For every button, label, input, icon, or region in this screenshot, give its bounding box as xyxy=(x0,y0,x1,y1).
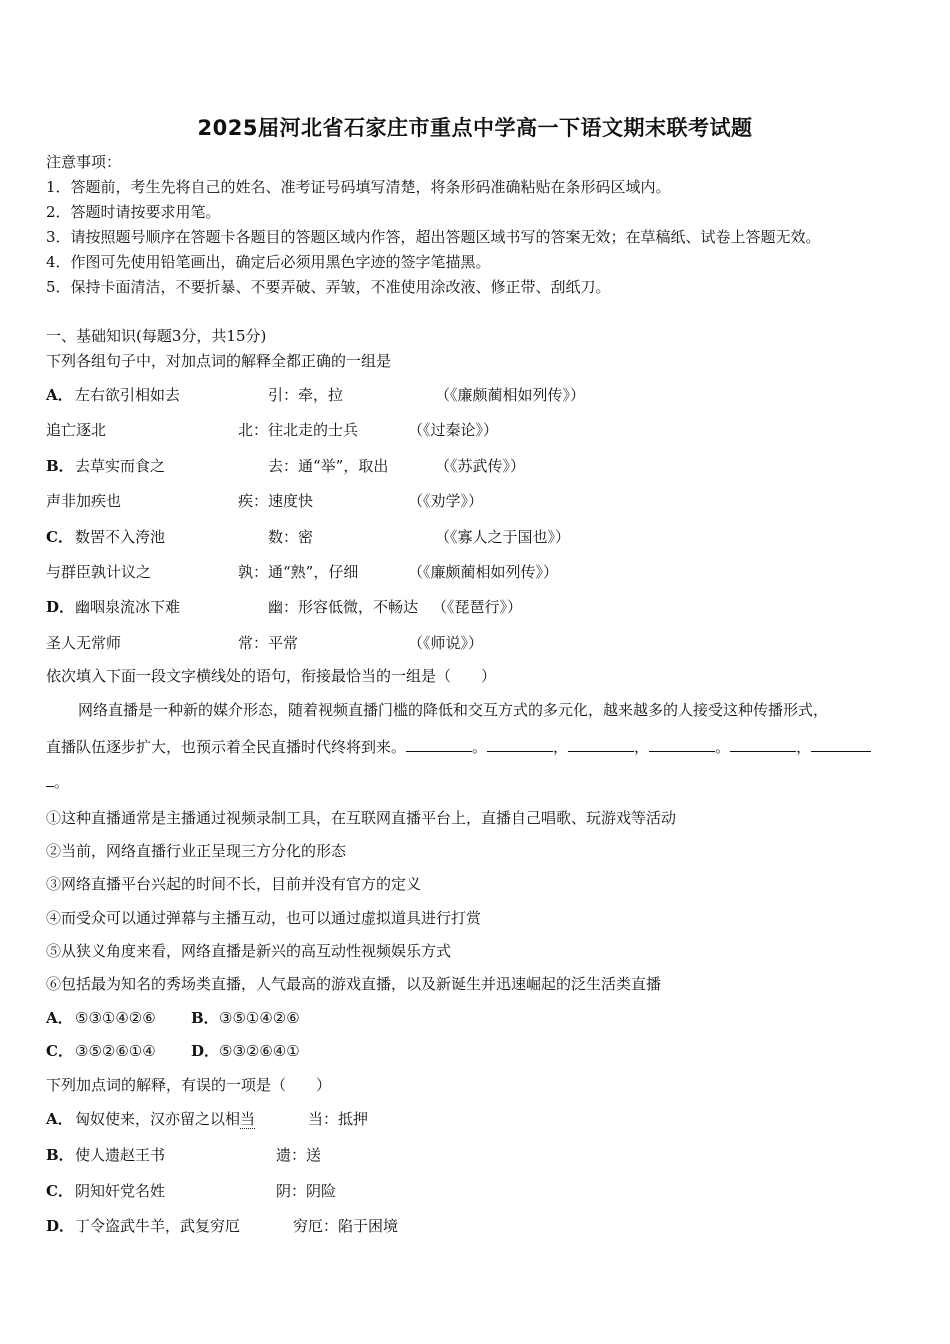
question-stem: 依次填入下面一段文字横线处的语句，衔接最恰当的一组是（ ） xyxy=(46,667,497,685)
gloss: 数：密 xyxy=(268,528,314,546)
answer-blank[interactable] xyxy=(811,737,871,752)
question-stem: 下列加点词的解释，有误的一项是（ ） xyxy=(46,1076,332,1094)
notice-item: 2．答题时请按要求用笔。 xyxy=(46,203,221,221)
sentence: 左右欲引相如去 xyxy=(75,386,181,404)
answer-blank[interactable] xyxy=(46,772,54,787)
sentence-option: ②当前，网络直播行业正呈现三方分化的形态 xyxy=(46,842,347,860)
separator: 。 xyxy=(715,738,731,756)
passage-line-end xyxy=(46,772,69,792)
gloss: 阴：阴险 xyxy=(276,1182,337,1200)
gloss: 常：平常 xyxy=(238,634,299,652)
gloss: 去：通“举”，取出 xyxy=(268,457,389,475)
sentence: 圣人无常师 xyxy=(46,634,122,652)
sentence-option: ③网络直播平台兴起的时间不长，目前并没有官方的定义 xyxy=(46,875,422,893)
option-value[interactable]: ③⑤②⑥①④ xyxy=(75,1042,156,1060)
sentence xyxy=(75,1109,255,1129)
source: （《寡人之于国也》） xyxy=(435,528,571,546)
sentence: 追亡逐北 xyxy=(46,421,107,439)
notice-heading: 注意事项： xyxy=(46,153,122,171)
sentence: 使人遗赵王书 xyxy=(75,1146,166,1164)
source: （《过秦论》） xyxy=(408,421,499,439)
source: （《廉颇蔺相如列传》） xyxy=(435,386,586,404)
option-value[interactable]: ⑤③①④②⑥ xyxy=(75,1009,156,1027)
sentence: 声非加疾也 xyxy=(46,492,122,510)
gloss: 穷厄：陷于困境 xyxy=(293,1217,399,1235)
notice-item: 5．保持卡面清洁，不要折暴、不要弄破、弄皱，不准使用涂改液、修正带、刮纸刀。 xyxy=(46,278,611,296)
option-label: D． xyxy=(46,1217,75,1235)
question-stem: 下列各组句子中，对加点词的解释全都正确的一组是 xyxy=(46,352,392,370)
option-label: A． xyxy=(46,386,73,404)
separator: ， xyxy=(553,738,569,756)
gloss: 遗：送 xyxy=(276,1146,322,1164)
notice-item: 3．请按照题号顺序在答题卡各题目的答题区域内作答，超出答题区域书写的答案无效；在草稿纸、试卷上答题无效。 xyxy=(46,228,821,246)
sentence: 阴知奸党名姓 xyxy=(75,1182,166,1200)
option-label: D． xyxy=(46,598,75,616)
gloss: 北：往北走的士兵 xyxy=(238,421,359,439)
sentence: 去草实而食之 xyxy=(75,457,166,475)
answer-blank[interactable] xyxy=(730,737,796,752)
gloss: 疾：速度快 xyxy=(238,492,314,510)
separator: ， xyxy=(634,738,650,756)
answer-blank[interactable] xyxy=(487,737,553,752)
answer-blank[interactable] xyxy=(568,737,634,752)
sentence: 数罟不入洿池 xyxy=(75,528,166,546)
notice-item: 4．作图可先使用铅笔画出，确定后必须用黑色字迹的签字笔描黑。 xyxy=(46,253,491,271)
option-value[interactable]: ⑤③②⑥④① xyxy=(219,1042,300,1060)
sentence-option: ⑥包括最为知名的秀场类直播，人气最高的游戏直播，以及新诞生并迅速崛起的泛生活类直播 xyxy=(46,975,662,993)
notice-item: 1．答题前，考生先将自己的姓名、准考证号码填写清楚，将条形码准确粘贴在条形码区域内。 xyxy=(46,178,671,196)
end-mark: 。 xyxy=(54,773,70,791)
answer-blank[interactable] xyxy=(649,737,715,752)
sentence: 丁令盗武牛羊，武复穷厄 xyxy=(75,1217,241,1235)
source: （《琵琶行》） xyxy=(432,598,523,616)
gloss: 孰：通“熟”，仔细 xyxy=(238,563,359,581)
sentence-option: ⑤从狭义角度来看，网络直播是新兴的高互动性视频娱乐方式 xyxy=(46,942,452,960)
gloss: 引：牵，拉 xyxy=(268,386,344,404)
source: （《师说》） xyxy=(408,634,484,652)
sentence-option: ①这种直播通常是主播通过视频录制工具，在互联网直播平台上，直播自己唱歌、玩游戏等活动 xyxy=(46,809,677,827)
section-heading: 一、基础知识(每题3分，共15分) xyxy=(46,327,267,345)
option-label: D． xyxy=(191,1042,220,1060)
option-value[interactable]: ③⑤①④②⑥ xyxy=(219,1009,300,1027)
page-title: 2025届河北省石家庄市重点中学高一下语文期末联考试题 xyxy=(197,116,753,140)
source: （《廉颇蔺相如列传》） xyxy=(408,563,559,581)
gloss: 当：抵押 xyxy=(308,1110,369,1128)
separator: 。 xyxy=(472,738,488,756)
sentence-option: ④而受众可以通过弹幕与主播互动，也可以通过虚拟道具进行打赏 xyxy=(46,909,482,927)
option-label: A． xyxy=(46,1009,73,1027)
dotted-word: 当 xyxy=(240,1110,256,1128)
option-label: B． xyxy=(46,457,74,475)
option-label: C． xyxy=(46,528,73,546)
passage-line: 网络直播是一种新的媒介形态，随着视频直播门槛的降低和交互方式的多元化，越来越多的人接受这种传播形式， xyxy=(78,701,829,719)
option-label: C． xyxy=(46,1042,73,1060)
source: （《苏武传》） xyxy=(435,457,526,475)
source: （《劝学》） xyxy=(408,492,484,510)
option-label: A． xyxy=(46,1110,73,1128)
sentence: 与群臣孰计议之 xyxy=(46,563,152,581)
sentence-text: 匈奴使来，汉亦留之以相 xyxy=(75,1110,241,1128)
option-label: B． xyxy=(46,1146,74,1164)
passage-line-with-blanks xyxy=(46,737,871,757)
answer-blank[interactable] xyxy=(406,737,472,752)
option-label: B． xyxy=(191,1009,219,1027)
separator: ， xyxy=(796,738,812,756)
option-label: C． xyxy=(46,1182,73,1200)
gloss: 幽：形容低微，不畅达 xyxy=(268,598,419,616)
passage-text: 直播队伍逐步扩大，也预示着全民直播时代终将到来。 xyxy=(46,738,407,756)
sentence: 幽咽泉流冰下难 xyxy=(75,598,181,616)
